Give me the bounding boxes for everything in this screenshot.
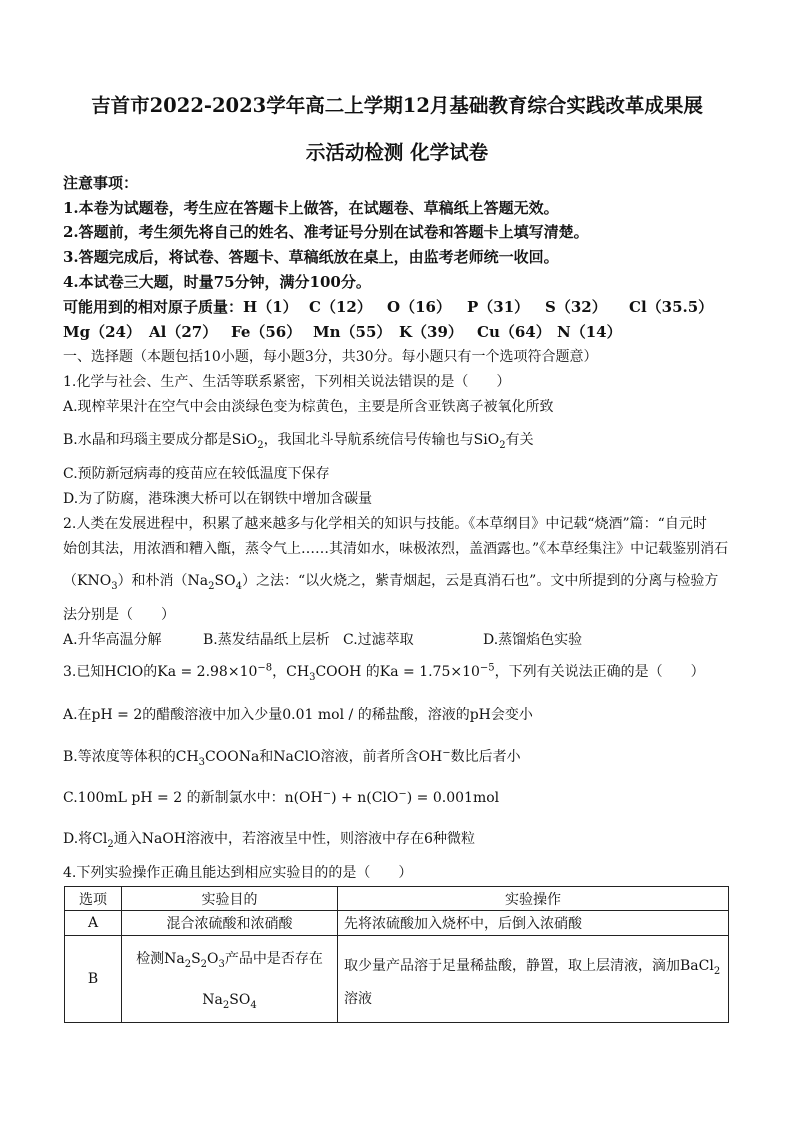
subscript: 4 [250,999,257,1011]
subscript: 2 [257,439,264,451]
note-item: 4.本试卷三大题，时量75分钟，满分100分。 [63,273,371,291]
question-2-line [63,572,718,590]
superscript: −5 [479,662,495,674]
atomic-mass: Mg（24） [63,323,141,341]
text-run: ）之法：“以火烧之，紫青烟起，云是真消石也”。文中所提到的分离与检验方 [242,573,719,589]
table-cell [338,936,729,1023]
cell-line [128,980,331,1020]
atomic-mass-label: 可能用到的相对原子质量： [63,298,244,316]
notes-heading: 注意事项： [63,174,139,192]
table-header-cell: 实验操作 [338,887,729,911]
atomic-mass: N（14） [557,323,622,341]
atomic-mass: C（12） [309,298,372,316]
subscript: 2 [184,958,192,970]
exam-title-line1: 吉首市2022-2023学年高二上学期12月基础教育综合实践改革成果展 [91,94,703,117]
text-run: 数比后者小 [450,749,521,765]
text-run: D.将Cl [63,831,108,847]
table-row [65,911,729,936]
question-3-stem [63,663,705,681]
atomic-mass: Fe（56） [231,323,302,341]
subscript: 3 [218,958,225,970]
superscript: −8 [257,662,273,674]
question-3-option-a: A.在pH = 2的醋酸溶液中加入少量0.01 mol / 的稀盐酸，溶液的pH会变小 [63,707,533,723]
note-item: 1.本卷为试题卷，考生应在答题卡上做答，在试题卷、草稿纸上答题无效。 [63,199,559,217]
question-1-option-a: A.现榨苹果汁在空气中会由淡绿色变为棕黄色，主要是所含亚铁离子被氧化所致 [63,399,554,415]
experiment-table [64,886,729,1023]
table-row [65,936,729,1023]
subscript: 3 [111,580,118,592]
question-2-options [63,631,582,649]
atomic-mass: H（1） [243,298,298,316]
text-run: 取少量产品溶于足量稀盐酸，静置，取上层清液，滴加BaCl [344,958,714,974]
question-2-option-b: B.蒸发结晶纸上层析 [203,632,330,648]
table-header-cell: 选项 [65,887,122,911]
question-2-line: 始创其法，用浓酒和糟入甑，蒸令气上……其清如水，味极浓烈，盖酒露也。”《本草经集注》中记载鉴别消石 [63,541,729,557]
text-run: 3.已知HClO的Ka = 2.98×10 [63,664,258,680]
subscript: 2 [713,965,721,977]
question-1-stem: 1.化学与社会、生产、生活等联系紧密，下列相关说法错误的是（ ） [63,374,511,390]
text-run: SO [214,573,236,589]
text-run: Na [202,992,223,1008]
text-run: ) = 0.001mol [406,790,500,806]
text-run: O [207,951,219,967]
question-2-option-c: C.过滤萃取 [343,632,414,648]
text-run: 通入NaOH溶液中，若溶液呈中性，则溶液中存在6种微粒 [113,831,475,847]
question-2-option-a: A.升华高温分解 [63,632,162,648]
superscript: − [398,788,407,800]
atomic-mass-row2 [63,323,622,341]
question-2-line: 2.人类在发展进程中，积累了越来越多与化学相关的知识与技能。《本草纲目》中记载“烧酒”篇：“自元时 [63,516,707,532]
text-run: SO [229,992,251,1008]
exam-title-line2: 示活动检测 化学试卷 [305,141,489,164]
text-run: 检测Na [136,951,185,967]
question-3-option-d [63,830,475,848]
question-1-option-d: D.为了防腐，港珠澳大桥可以在钢铁中增加含碳量 [63,491,373,507]
atomic-mass: Al（27） [149,323,218,341]
text-run: 产品中是否存在 [224,951,323,967]
note-item: 3.答题完成后，将试卷、答题卡、草稿纸放在桌上，由监考老师统一收回。 [63,248,559,266]
text-run: ，下列有关说法正确的是（ ） [494,664,705,680]
table-cell [122,936,338,1023]
text-run: B.等浓度等体积的CH [63,749,199,765]
text-run: ，我国北斗导航系统信号传输也与SiO [263,432,500,448]
question-1-option-b [63,431,534,449]
section-heading: 一、选择题（本题包括10小题，每小题3分，共30分。每小题只有一个选项符合题意） [63,349,598,365]
subscript: 2 [208,580,215,592]
note-item: 2.答题前，考生须先将自己的姓名、准考证号分别在试卷和答题卡上填写清楚。 [63,223,589,241]
text-run: ) + n(ClO [331,790,399,806]
text-run: COOH 的Ka = 1.75×10 [315,664,480,680]
table-header-cell: 实验目的 [122,887,338,911]
atomic-mass: Mn（55） [313,323,392,341]
subscript: 4 [235,580,242,592]
text-run: C.100mL pH = 2 的新制氯水中：n(OH [63,790,323,806]
table-cell: 先将浓硫酸加入烧杯中，后倒入浓硝酸 [338,911,729,936]
subscript: 2 [200,958,208,970]
superscript: − [322,788,332,800]
text-run: S [191,951,201,967]
cell-line [128,938,331,980]
atomic-mass: P（31） [467,298,530,316]
atomic-mass: K（39） [399,323,463,341]
text-run: B.水晶和玛瑙主要成分都是SiO [63,432,258,448]
cell-line: 溶液 [344,991,372,1007]
table-cell: A [65,911,122,936]
question-3-option-b [63,748,521,766]
atomic-mass: S（32） [545,298,607,316]
text-run: COONa和NaClO溶液，前者所含OH [205,749,443,765]
cell-line [344,946,722,986]
superscript: − [442,747,451,759]
table-header-row [65,887,729,911]
subscript: 2 [499,439,506,451]
question-4-stem: 4.下列实验操作正确且能达到相应实验目的的是（ ） [63,865,413,881]
atomic-mass-row1 [63,298,713,316]
atomic-mass: Cl（35.5） [629,298,714,316]
table-cell: B [65,936,122,1023]
text-run: （KNO [63,573,112,589]
question-3-option-c [63,789,499,807]
question-2-option-d: D.蒸馏焰色实验 [483,632,583,648]
subscript: 3 [198,756,206,768]
atomic-mass: Cu（64） [477,323,551,341]
subscript: 3 [309,671,316,683]
text-run: ，CH [272,664,310,680]
subscript: 2 [107,838,114,850]
text-run: ）和朴消（Na [117,573,209,589]
question-2-line: 法分别是（ ） [63,607,175,623]
table-cell: 混合浓硫酸和浓硝酸 [122,911,338,936]
question-1-option-c: C.预防新冠病毒的疫苗应在较低温度下保存 [63,466,330,482]
text-run: 有关 [505,432,534,448]
atomic-mass: O（16） [387,298,451,316]
subscript: 2 [222,999,230,1011]
